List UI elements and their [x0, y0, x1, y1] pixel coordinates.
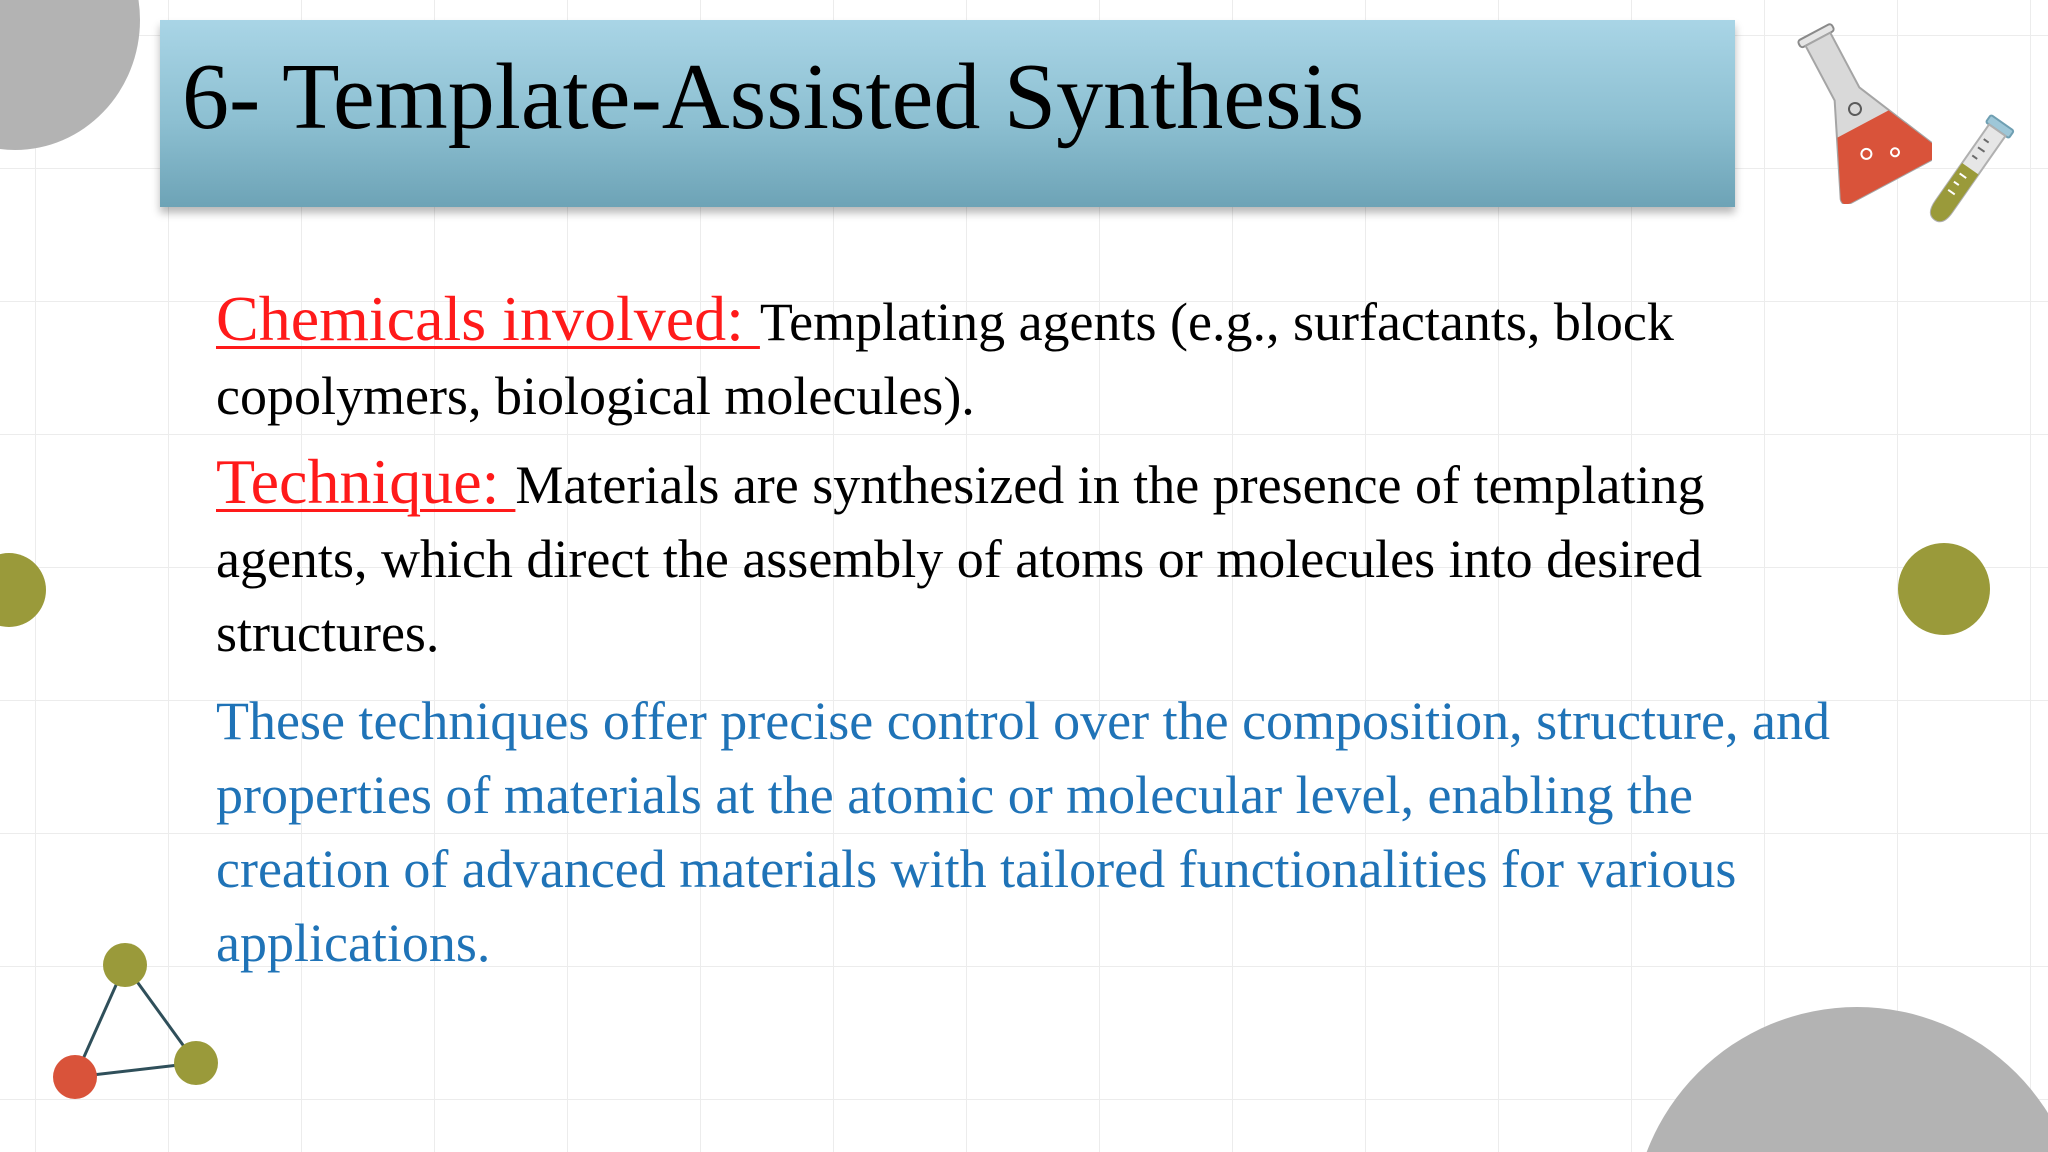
slide-content	[216, 282, 1856, 980]
summary-paragraph: These techniques offer precise control over the composition, structure, and properties of materials at the atomic or molecular level, enabling the creation of advanced materials with tailored functionalities for various applications.	[216, 691, 1830, 973]
olive-dot-decoration	[1898, 543, 1990, 635]
test-tube-icon	[1918, 106, 2018, 238]
slide-title: 6- Template-Assisted Synthesis	[182, 45, 1365, 149]
chemicals-paragraph	[216, 282, 1856, 433]
gray-circle-decoration	[1632, 1007, 2048, 1152]
technique-text: Materials are synthesized in the presence of templating agents, which direct the assembly of atoms or molecules into desired structures.	[216, 455, 1705, 663]
flask-icon	[1778, 14, 1932, 204]
chemicals-text: Templating agents (e.g., surfactants, block copolymers, biological molecules).	[216, 292, 1674, 426]
chemicals-label: Chemicals involved:	[216, 283, 760, 354]
title-bar	[160, 20, 1735, 207]
technique-paragraph	[216, 445, 1856, 670]
technique-label: Technique:	[216, 446, 516, 517]
gray-circle-decoration	[0, 0, 140, 150]
olive-dot-decoration	[0, 553, 46, 627]
molecule-icon	[40, 935, 230, 1105]
